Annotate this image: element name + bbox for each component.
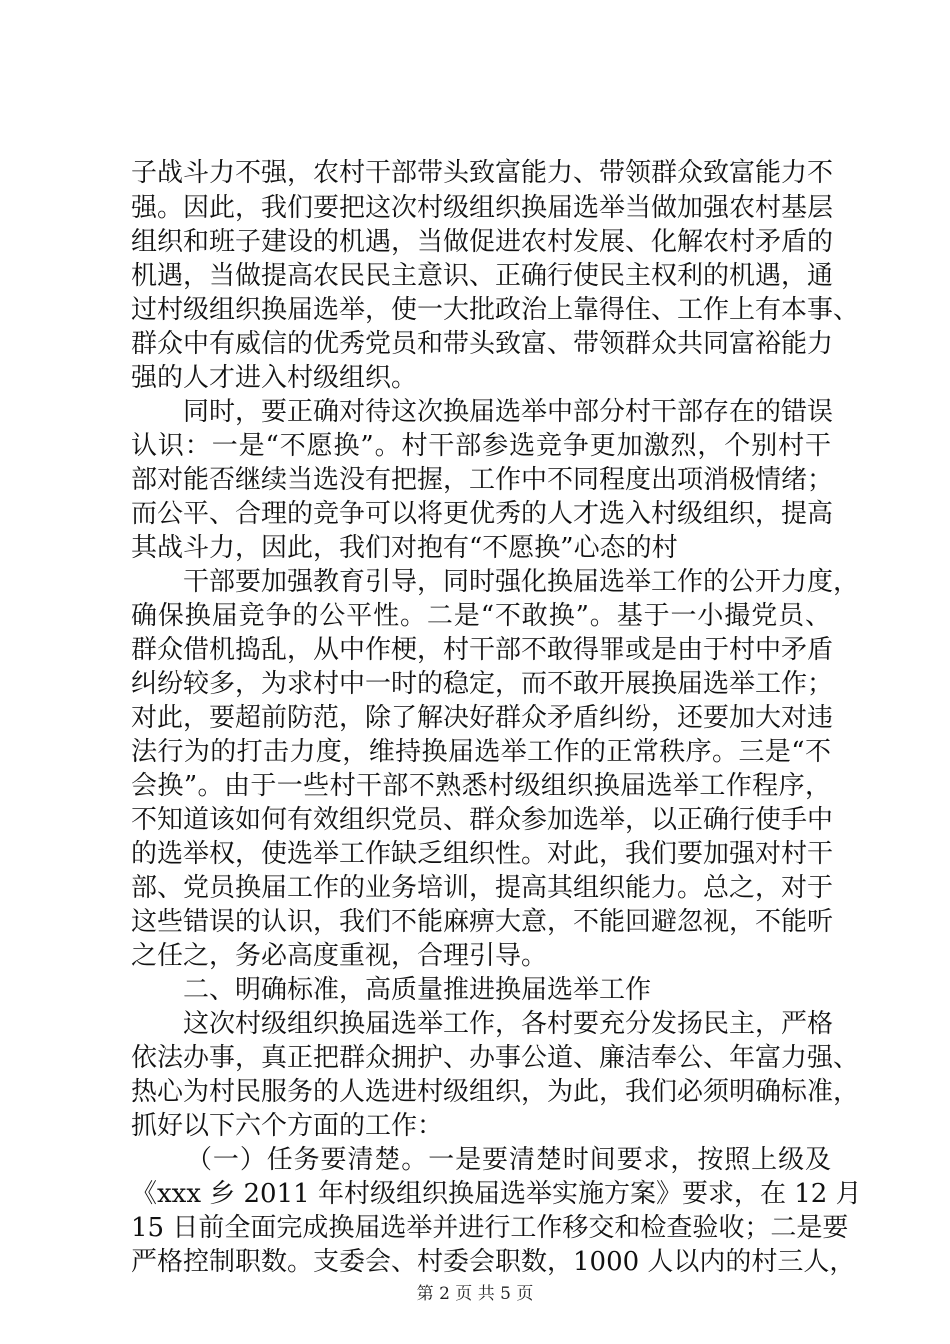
text-line: 这次村级组织换届选举工作，各村要充分发扬民主，严格 xyxy=(183,1009,834,1039)
page-footer: 第 2 页 共 5 页 xyxy=(416,1284,534,1304)
text-line: 抓好以下六个方面的工作： xyxy=(131,1111,444,1141)
text-line: 对此，要超前防范，除了解决好群众矛盾纠纷，还要加大对违 xyxy=(131,703,834,733)
text-line: 机遇，当做提高农民民主意识、正确行使民主权利的机遇，通 xyxy=(131,261,834,291)
text-line: 的选举权，使选举工作缺乏组织性。对此，我们要加强对村干 xyxy=(131,839,834,869)
text-line: 其战斗力，因此，我们对抱有“不愿换”心态的村 xyxy=(131,533,678,563)
text-line: 部、党员换届工作的业务培训，提高其组织能力。总之，对于 xyxy=(131,873,834,903)
text-line: 同时，要正确对待这次换届选举中部分村干部存在的错误 xyxy=(183,397,834,427)
text-line: 而公平、合理的竞争可以将更优秀的人才选入村级组织，提高 xyxy=(131,499,834,529)
text-line: 热心为村民服务的人选进村级组织，为此，我们必须明确标准， xyxy=(131,1077,860,1107)
text-line: 确保换届竞争的公平性。二是“不敢换”。基于一小撮党员、 xyxy=(131,601,831,631)
text-line: 严格控制职数。支委会、村委会职数，1000 人以内的村三人， xyxy=(131,1247,856,1277)
text-line: 强。因此，我们要把这次村级组织换届选举当做加强农村基层 xyxy=(131,193,834,223)
text-line: 组织和班子建设的机遇，当做促进农村发展、化解农村矛盾的 xyxy=(131,227,834,257)
text-line: 这些错误的认识，我们不能麻痹大意，不能回避忽视，不能听 xyxy=(131,907,834,937)
text-line: 干部要加强教育引导，同时强化换届选举工作的公开力度， xyxy=(183,567,860,597)
text-line: 二、明确标准，高质量推进换届选举工作 xyxy=(183,975,652,1005)
text-line: 部对能否继续当选没有把握，工作中不同程度出项消极情绪； xyxy=(131,465,834,495)
text-line: 《xxx 乡 2011 年村级组织换届选举实施方案》要求，在 12 月 xyxy=(131,1179,862,1209)
text-line: 子战斗力不强，农村干部带头致富能力、带领群众致富能力不 xyxy=(131,158,834,188)
text-line: 认识：一是“不愿换”。村干部参选竞争更加激烈，个别村干 xyxy=(131,431,831,461)
text-line: 法行为的打击力度，维持换届选举工作的正常秩序。三是“不 xyxy=(131,737,831,767)
text-line: 不知道该如何有效组织党员、群众参加选举，以正确行使手中 xyxy=(131,805,834,835)
text-line: 15 日前全面完成换届选举并进行工作移交和检查验收；二是要 xyxy=(131,1213,849,1243)
text-line: 纠纷较多，为求村中一时的稳定，而不敢开展换届选举工作； xyxy=(131,669,834,699)
text-line: 过村级组织换届选举，使一大批政治上靠得住、工作上有本事、 xyxy=(131,295,860,325)
text-line: 之任之，务必高度重视，合理引导。 xyxy=(131,941,548,971)
text-line: 群众中有威信的优秀党员和带头致富、带领群众共同富裕能力 xyxy=(131,329,834,359)
text-line: 依法办事，真正把群众拥护、办事公道、廉洁奉公、年富力强、 xyxy=(131,1043,860,1073)
text-line: 会换”。由于一些村干部不熟悉村级组织换届选举工作程序， xyxy=(131,771,831,801)
text-line: 群众借机捣乱，从中作梗，村干部不敢得罪或是由于村中矛盾 xyxy=(131,635,834,665)
text-line: （一）任务要清楚。一是要清楚时间要求，按照上级及 xyxy=(186,1145,831,1175)
text-line: 强的人才进入村级组织。 xyxy=(131,363,418,393)
